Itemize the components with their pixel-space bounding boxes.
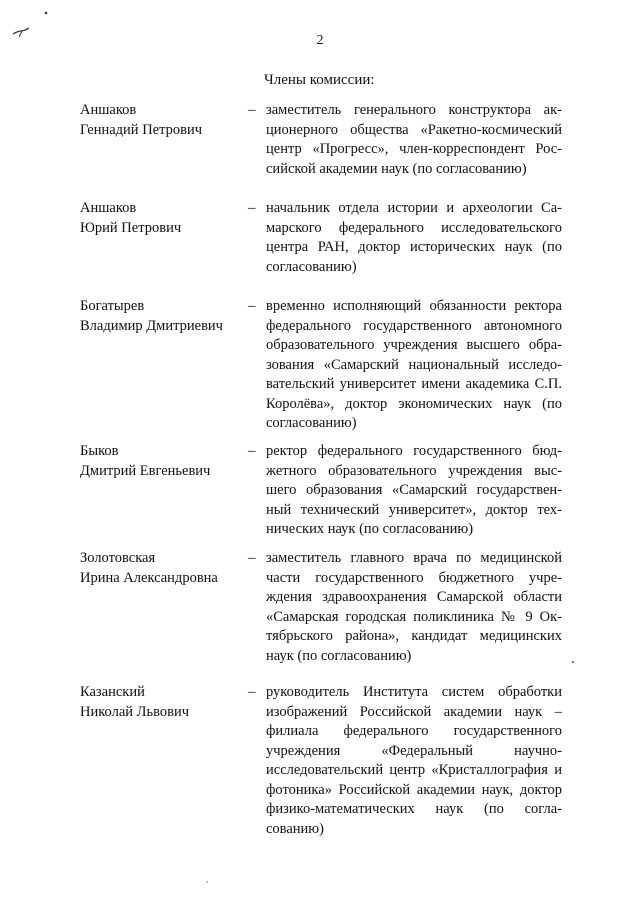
member-description: начальник отдела истории и археологии Самарского федерального исследовательского центра РАН, доктор исторических наук (по согласованию) — [266, 200, 562, 275]
member-name — [80, 297, 240, 336]
member-surname: Богатырев — [80, 298, 145, 314]
member-given-names: Николай Львович — [80, 703, 189, 720]
member-name — [80, 683, 240, 722]
member-surname: Аншаков — [80, 102, 137, 118]
dash-separator: – — [248, 684, 256, 700]
commission-members-heading: Члены комиссии: — [264, 72, 375, 88]
member-description: заместитель главного врача по медицинской части государственного бюджетного учреждения здравоохранения Самарской области «Самарская городская поликлиника № 9 Октябрьского района», кандидат медицинских наук (по согласованию) — [266, 550, 562, 664]
page-number: 2 — [316, 33, 324, 48]
member-surname: Быков — [80, 443, 119, 459]
member-given-names: Владимир Дмитриевич — [80, 317, 223, 334]
dash-separator: – — [248, 443, 256, 459]
member-name — [80, 442, 240, 481]
dash-separator: – — [248, 298, 256, 314]
member-surname: Казанский — [80, 684, 145, 700]
member-name — [80, 549, 240, 588]
scan-dot — [45, 12, 48, 15]
member-surname: Аншаков — [80, 200, 137, 216]
dash-separator: – — [248, 102, 256, 118]
member-given-names: Геннадий Петрович — [80, 121, 203, 138]
dash-separator: – — [248, 200, 256, 216]
member-given-names: Ирина Александровна — [80, 569, 218, 586]
member-name — [80, 101, 240, 140]
scan-dot — [572, 661, 574, 663]
scan-dot — [206, 881, 208, 883]
member-given-names: Дмитрий Евгеньевич — [80, 462, 211, 479]
member-surname: Золотовская — [80, 550, 156, 566]
dash-separator: – — [248, 550, 256, 566]
member-description: временно исполняющий обязанности ректора федерального государственного автономного образовательного учреждения высшего образования «Самарский национальный исследовательский университет имени академика С.П. Королёва», доктор экономических наук (по согласованию) — [266, 298, 562, 431]
member-name — [80, 199, 240, 238]
member-description: ректор федерального государственного бюджетного образовательного учреждения высшего образования «Самарский государственный технический университет», доктор технических наук (по согласованию) — [266, 443, 562, 537]
member-given-names: Юрий Петрович — [80, 219, 182, 236]
member-description: заместитель генерального конструктора акционерного общества «Ракетно-космический центр «Прогресс», член-корреспондент Российской академии наук (по согласованию) — [266, 102, 562, 177]
member-description: руководитель Института систем обработки изображений Российской академии наук – филиала федерального государственного учреждения «Федеральный научно-исследовательский центр «Кристаллография и фотоника» Российской академии наук, доктор физико-математических наук (по согласованию) — [266, 684, 562, 837]
